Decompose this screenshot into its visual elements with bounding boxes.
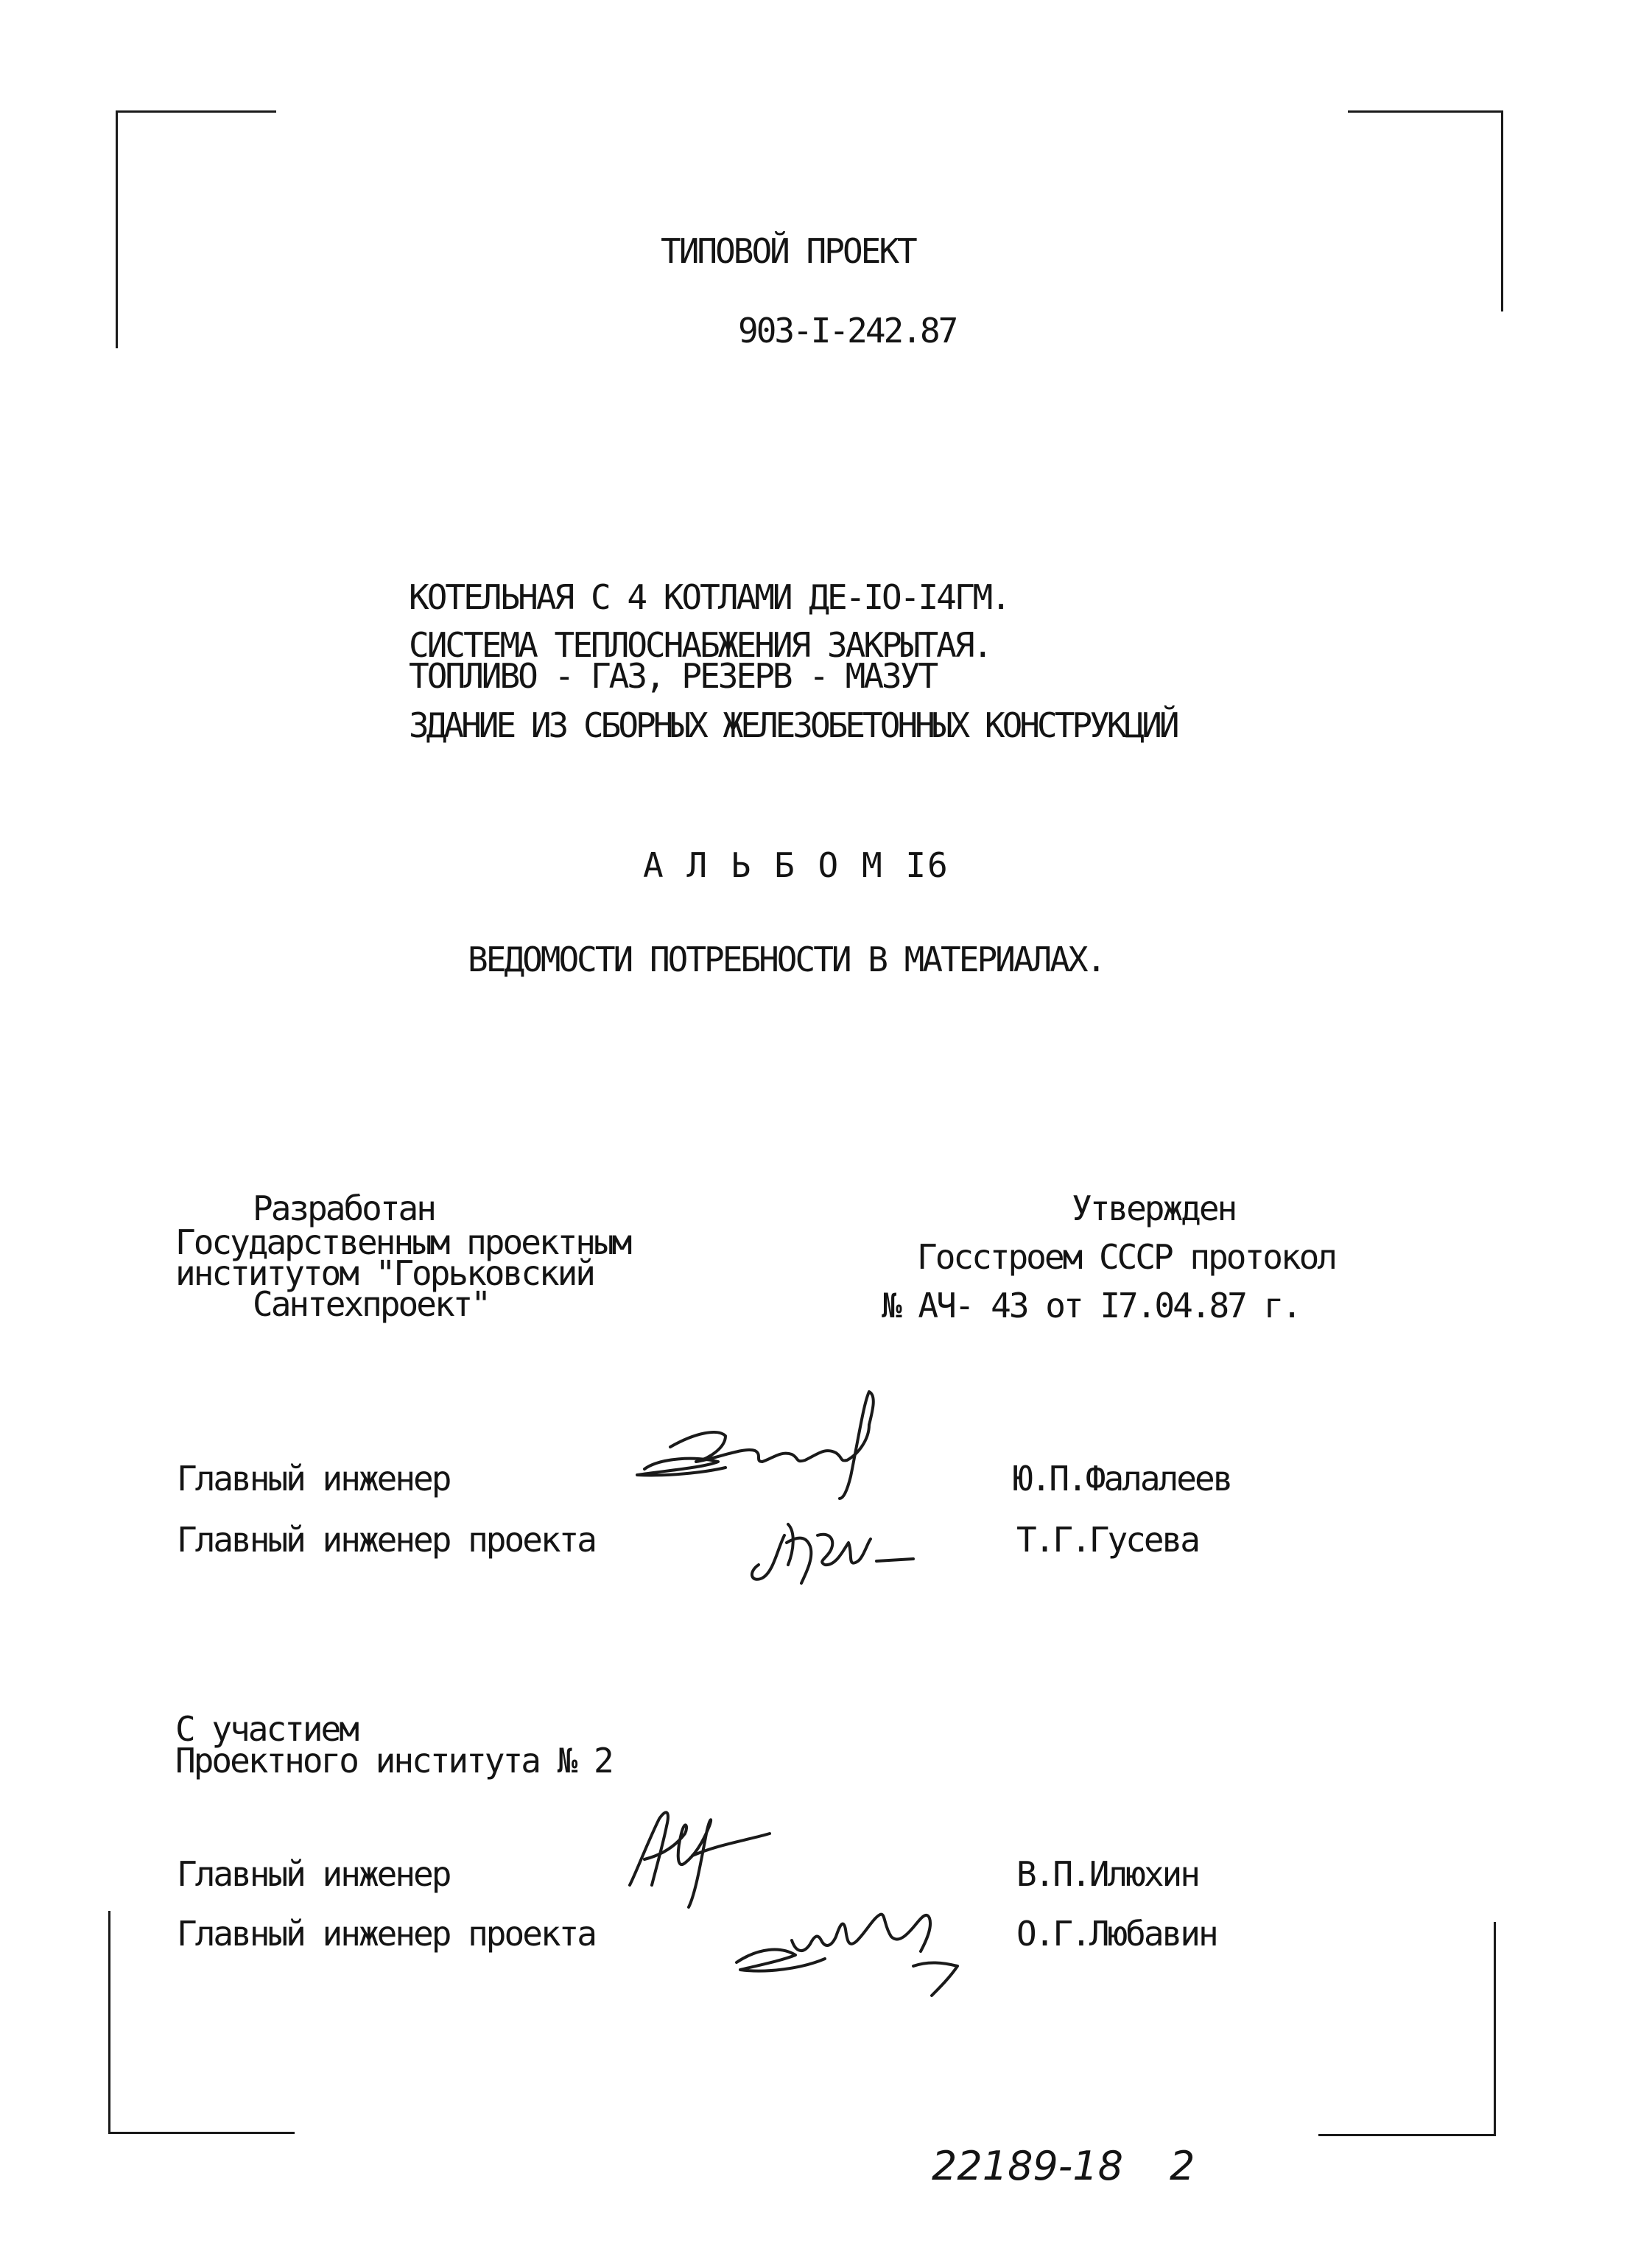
signature-falaleev [615, 1388, 895, 1506]
approved-line-3: № АЧ- 43 от I7.04.87 г. [882, 1286, 1300, 1325]
description-line-2: СИСТЕМА ТЕПЛОСНАБЖЕНИЯ ЗАКРЫТАЯ. [409, 625, 991, 665]
corner-bracket-bottom-right [1318, 1922, 1496, 2136]
developed-line-4: Сантехпроект" [253, 1284, 490, 1324]
approved-line-1: Утвержден [1072, 1188, 1236, 1228]
document-registration-number: 22189-18 [932, 2143, 1123, 2189]
role-chief-project-engineer-2: Главный инженер проекта [177, 1914, 595, 1954]
name-guseva: Т.Г.Гусева [1016, 1520, 1198, 1560]
role-chief-engineer-2: Главный инженер [177, 1854, 450, 1894]
name-falaleev: Ю.П.Фалалеев [1013, 1459, 1231, 1498]
developed-line-2: Государственным проектным [175, 1222, 630, 1262]
description-line-3: ТОПЛИВО - ГАЗ, РЕЗЕРВ - МАЗУТ [409, 656, 937, 696]
developed-line-3: институтом "Горьковский [175, 1253, 594, 1293]
album-label: А Л Ь Б О М I6 [643, 845, 949, 885]
role-chief-project-engineer-1: Главный инженер проекта [177, 1520, 595, 1560]
developed-line-1: Разработан [253, 1188, 435, 1228]
name-ilyukhin: В.П.Илюхин [1016, 1854, 1198, 1894]
description-line-1: КОТЕЛЬНАЯ С 4 КОТЛАМИ ДЕ-IO-I4ГМ. [409, 577, 1009, 617]
approved-line-2: Госстроем СССР протокол [917, 1237, 1335, 1277]
description-line-4: ЗДАНИЕ ИЗ СБОРНЫХ ЖЕЛЕЗОБЕТОННЫХ КОНСТРУКЦИЙ [409, 705, 1177, 745]
project-number: 903-I-242.87 [738, 311, 957, 351]
participation-line-2: Проектного института № 2 [175, 1741, 612, 1781]
participation-line-1: С участием [175, 1709, 357, 1749]
corner-bracket-top-left [116, 110, 276, 348]
signature-lyubavin [722, 1874, 980, 1999]
name-lyubavin: О.Г.Любавин [1016, 1914, 1217, 1954]
document-type-title: ТИПОВОЙ ПРОЕКТ [661, 231, 916, 271]
page-number: 2 [1170, 2143, 1195, 2189]
corner-bracket-top-right [1348, 110, 1503, 311]
album-subtitle: ВЕДОМОСТИ ПОТРЕБНОСТИ В МАТЕРИАЛАХ. [468, 940, 1105, 979]
role-chief-engineer-1: Главный инженер [177, 1459, 450, 1498]
signature-guseva [737, 1491, 928, 1594]
